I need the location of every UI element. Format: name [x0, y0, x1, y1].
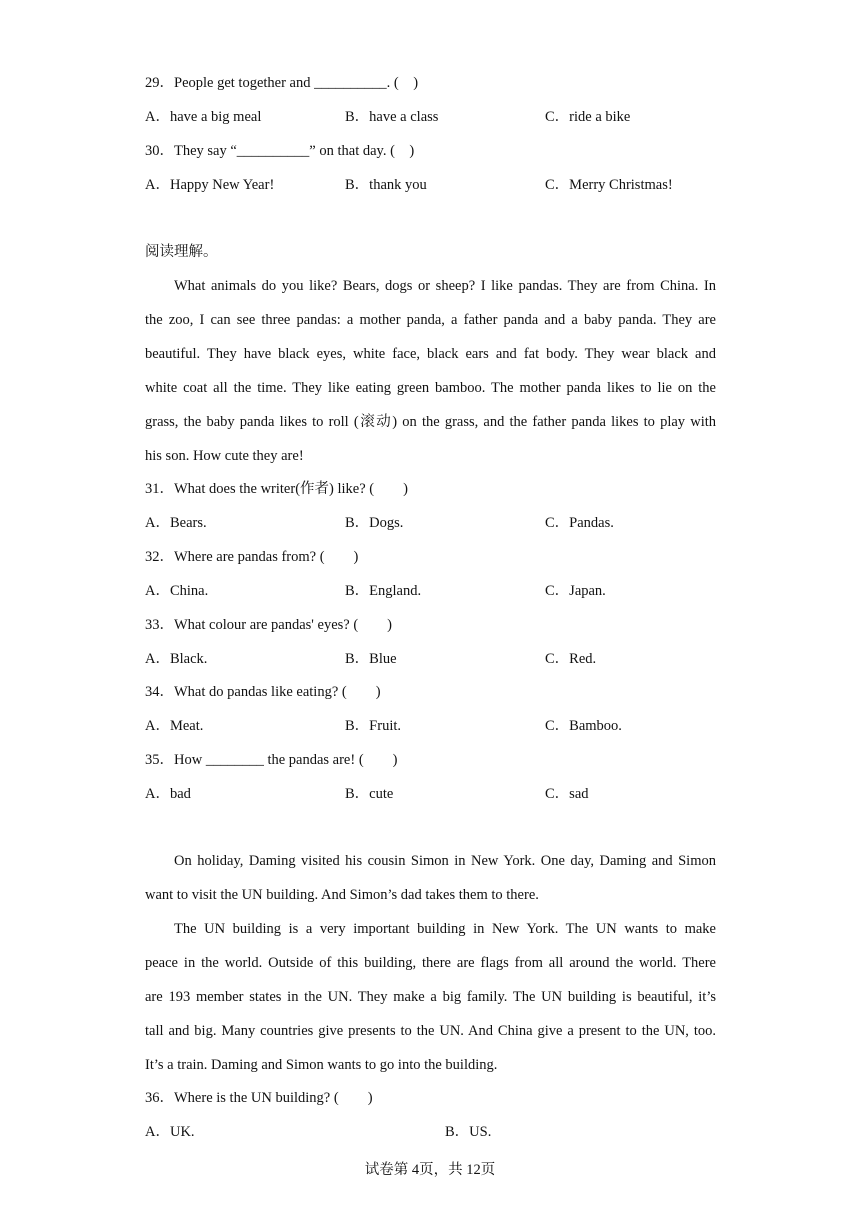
q34-option-c: C．Bamboo. — [545, 718, 622, 734]
q33-option-b: B．Blue — [345, 651, 397, 667]
passage-1-line: grass, the baby panda likes to roll (滚动) on the grass, and the father panda likes to play with — [145, 414, 716, 430]
passage-1-line: the zoo, I can see three pandas: a mother panda, a father panda and a baby panda. They are — [145, 312, 716, 328]
q31-option-c: C．Pandas. — [545, 515, 614, 531]
passage-1-line: What animals do you like? Bears, dogs or sheep? I like pandas. They are from China. In — [174, 278, 716, 294]
passage-1-line: beautiful. They have black eyes, white face, black ears and fat body. They wear black and — [145, 346, 716, 362]
passage-2-line: want to visit the UN building. And Simon’s dad takes them to there. — [145, 887, 539, 903]
question-29-stem: 29．People get together and __________. ( ) — [145, 75, 419, 91]
q33-option-c: C．Red. — [545, 651, 597, 667]
q36-option-b: B．US. — [445, 1124, 492, 1140]
question-30-stem: 30．They say “__________” on that day. ( ) — [145, 143, 415, 159]
q29-option-a: A．have a big meal — [145, 109, 262, 125]
q29-option-b: B．have a class — [345, 109, 439, 125]
passage-2-line: peace in the world. Outside of this building, there are flags from all around the world. There — [145, 955, 716, 971]
q33-option-a: A．Black. — [145, 651, 208, 667]
q29-option-c: C．ride a bike — [545, 109, 631, 125]
question-33-stem: 33．What colour are pandas' eyes? ( ) — [145, 617, 393, 633]
question-35-stem: 35．How ________ the pandas are! ( ) — [145, 752, 398, 768]
passage-1-line: his son. How cute they are! — [145, 448, 304, 464]
question-36-stem: 36．Where is the UN building? ( ) — [145, 1090, 373, 1106]
q35-option-a: A．bad — [145, 786, 191, 802]
q35-option-b: B．cute — [345, 786, 394, 802]
q32-option-c: C．Japan. — [545, 583, 606, 599]
passage-2-line: tall and big. Many countries give presents to the UN. And China give a present to the UN, too. — [145, 1023, 716, 1039]
q35-option-c: C．sad — [545, 786, 589, 802]
q34-option-b: B．Fruit. — [345, 718, 401, 734]
page-footer: 试卷第 4页，共 12页 — [364, 1162, 496, 1178]
q32-option-a: A．China. — [145, 583, 209, 599]
passage-2-paragraph-2 — [145, 919, 716, 1075]
passage-1-line: white coat all the time. They like eating green bamboo. The mother panda likes to lie on the — [145, 380, 716, 396]
passage-2-line: On holiday, Daming visited his cousin Simon in New York. One day, Daming and Simon — [174, 853, 716, 869]
q36-option-a: A．UK. — [145, 1124, 195, 1140]
q32-option-b: B．England. — [345, 583, 422, 599]
q30-option-a: A．Happy New Year! — [145, 177, 275, 193]
section-heading: 阅读理解。 — [145, 244, 218, 260]
q31-option-a: A．Bears. — [145, 515, 207, 531]
question-32-stem: 32．Where are pandas from? ( ) — [145, 549, 359, 565]
passage-2-line: The UN building is a very important building in New York. The UN wants to make — [174, 921, 716, 937]
passage-1 — [145, 276, 716, 466]
question-31-stem: 31．What does the writer(作者) like? ( ) — [145, 481, 408, 497]
q30-option-c: C．Merry Christmas! — [545, 177, 673, 193]
q31-option-b: B．Dogs. — [345, 515, 404, 531]
passage-2-paragraph-1 — [145, 851, 716, 905]
passage-2-line: It’s a train. Daming and Simon wants to go into the building. — [145, 1057, 498, 1073]
q34-option-a: A．Meat. — [145, 718, 204, 734]
question-34-stem: 34．What do pandas like eating? ( ) — [145, 684, 381, 700]
passage-2-line: are 193 member states in the UN. They make a big family. The UN building is beautiful, it’s — [145, 989, 716, 1005]
q30-option-b: B．thank you — [345, 177, 427, 193]
